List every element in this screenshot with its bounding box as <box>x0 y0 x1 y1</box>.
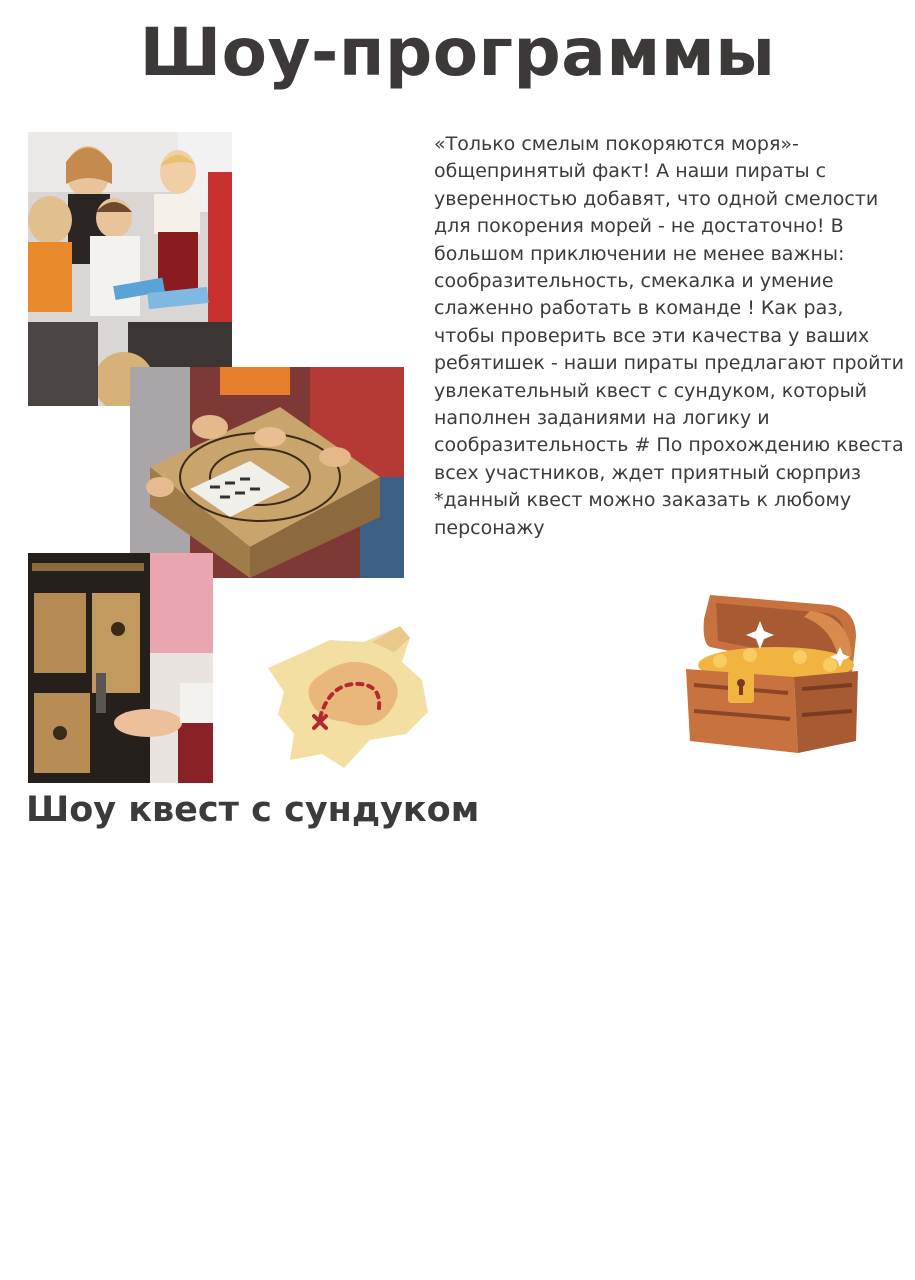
treasure-map-icon <box>260 622 430 772</box>
treasure-chest-icon <box>680 585 862 755</box>
quest-description <box>434 131 904 542</box>
quest-caption: Шоу квест с сундуком <box>26 790 480 830</box>
description-note: *данный квест можно заказать к любому персонажу <box>434 489 852 539</box>
photo-chest-lock <box>28 553 213 783</box>
photo-hands-on-chest <box>130 367 404 578</box>
page-title: Шоу-программы <box>139 14 776 91</box>
photo-children-pirates <box>28 132 232 406</box>
description-paragraph: «Только смелым покоряются моря»- общепринятый факт! А наши пираты с уверенностью добавят, что одной смелости для покорения морей - не достаточно! В большом приключении не менее важны: сообразительность, смекалка и умение слаженно работать в команде ! Как раз, чтобы проверить все эти качества у ваших ребятишек - наши пираты предлагают пройти увлекательный квест с сундуком, который наполнен заданиями на логику и сообразительность # По прохождению квеста всех участников, ждет приятный сюрприз <box>434 133 904 484</box>
